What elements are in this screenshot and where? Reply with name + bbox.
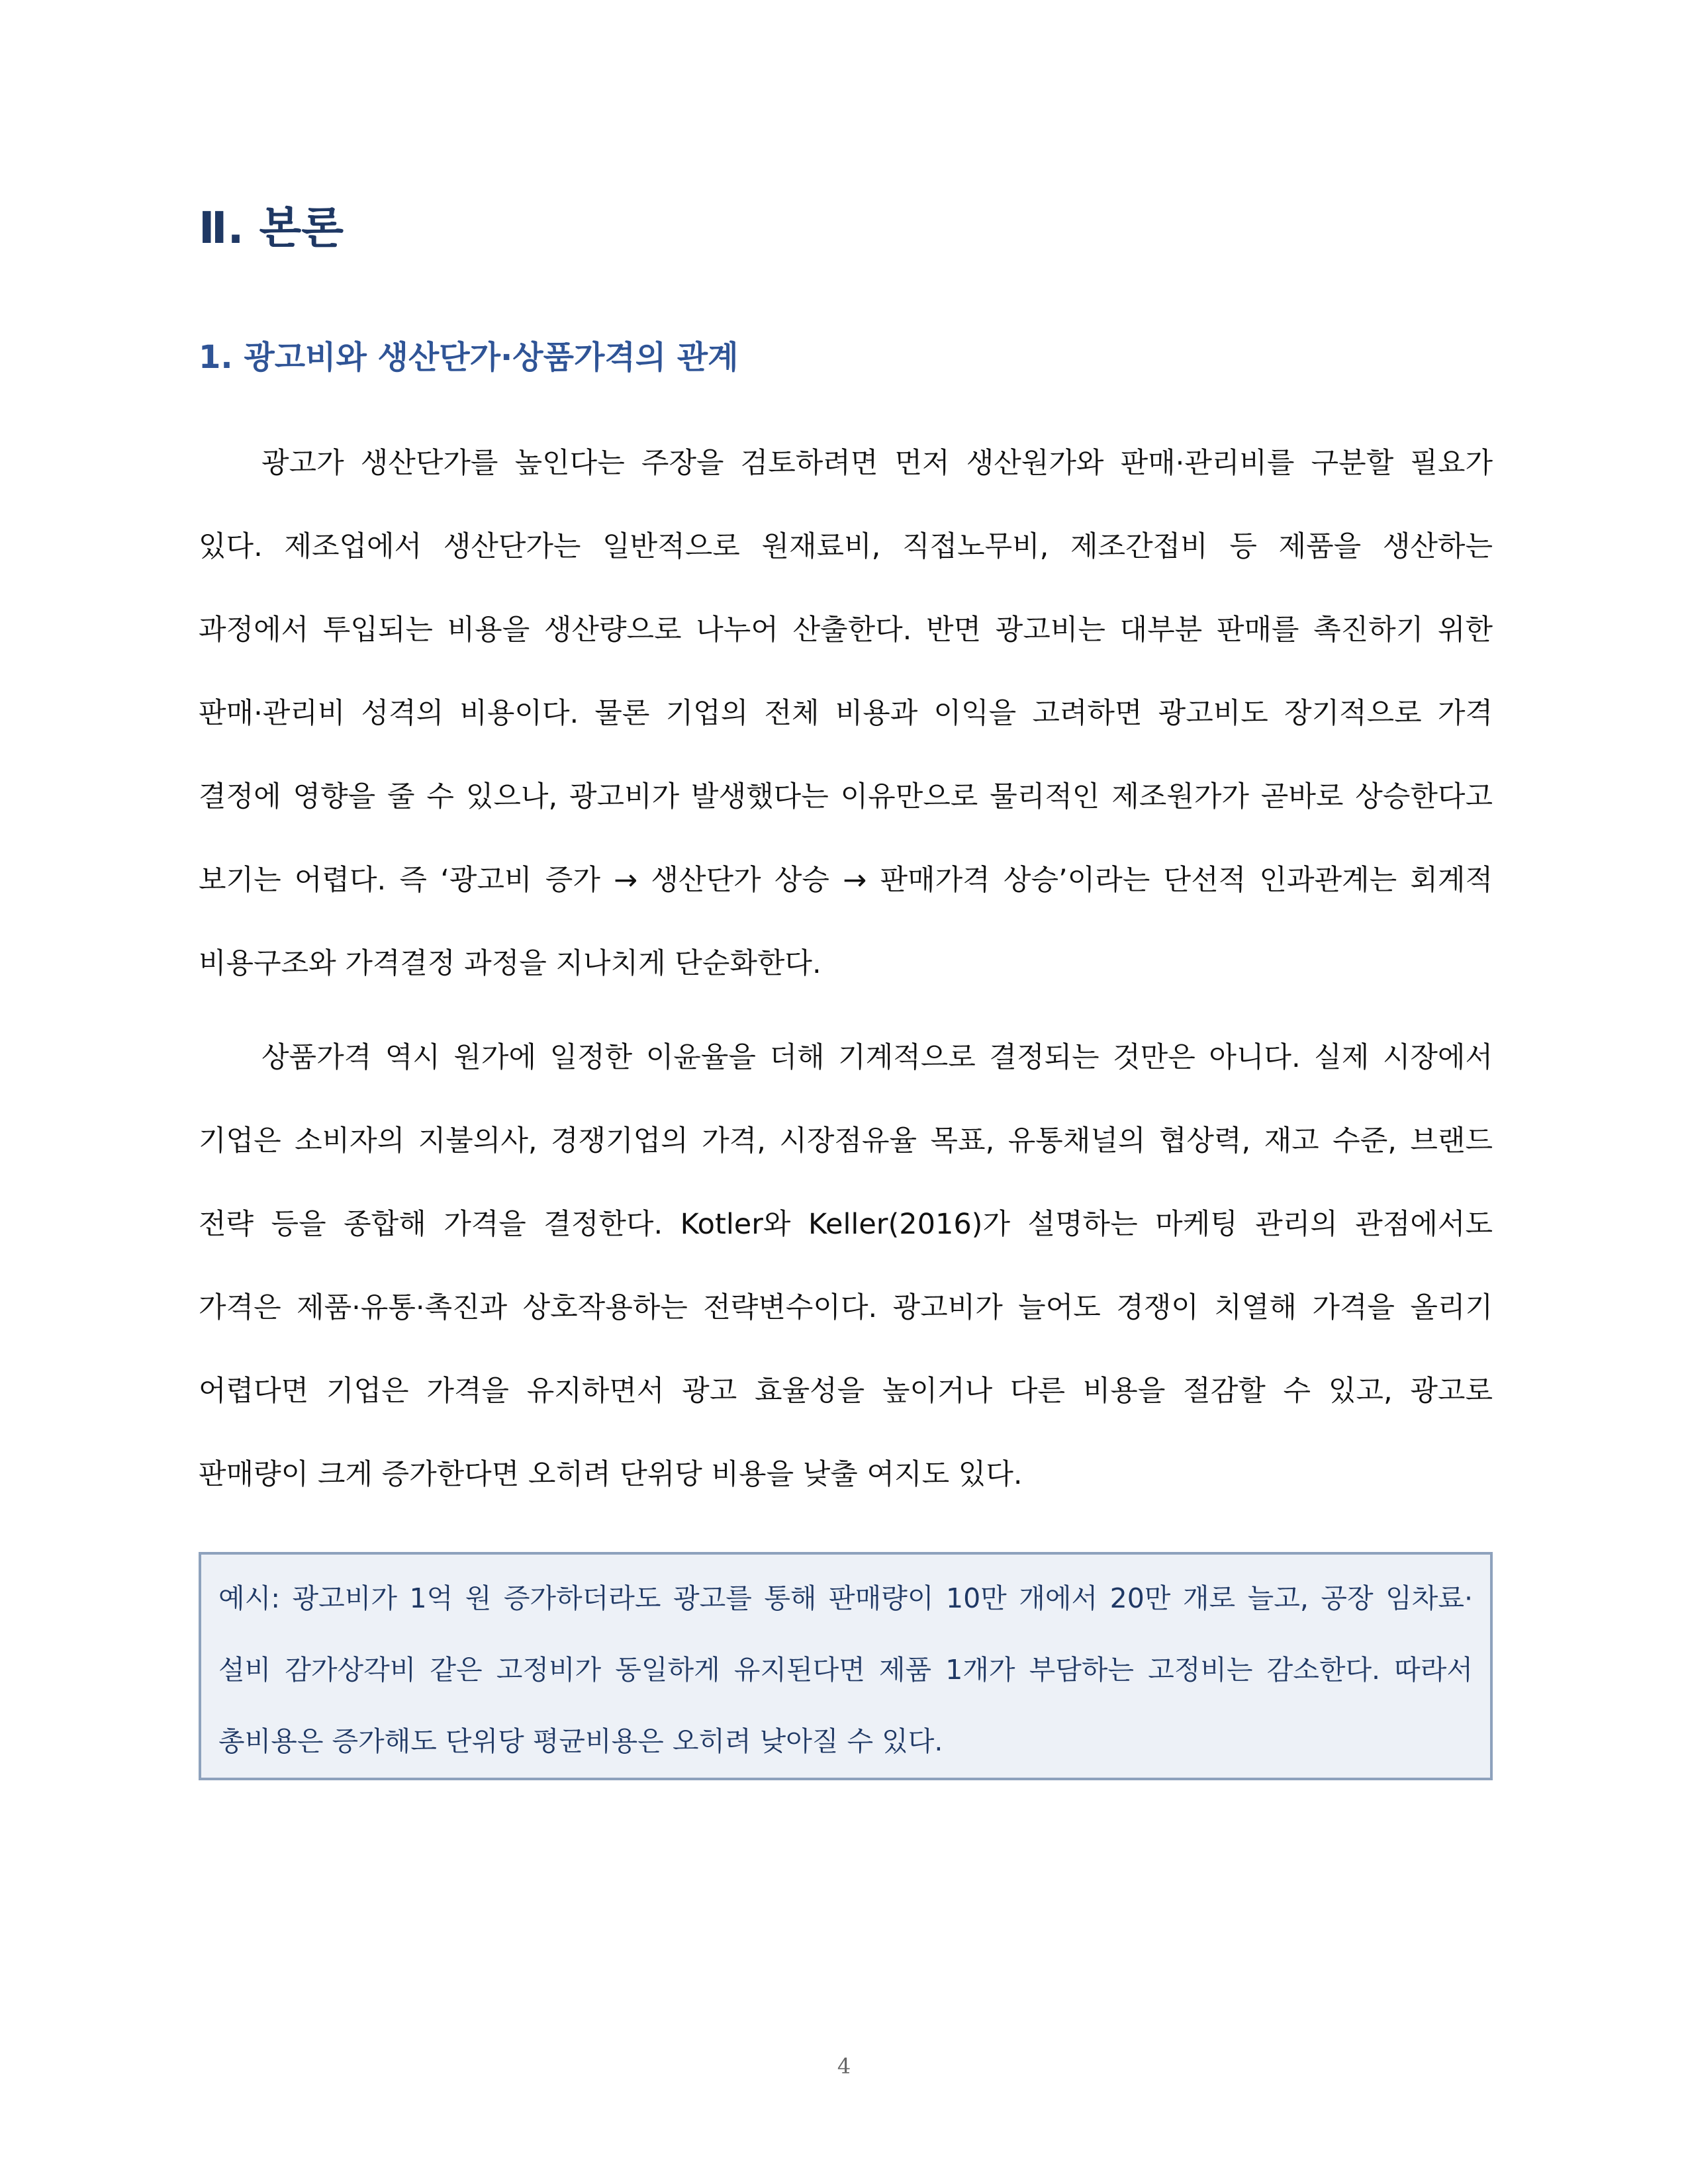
page-number: 4 xyxy=(837,2054,851,2079)
chapter-title: Ⅱ. 본론 xyxy=(199,203,344,253)
body-paragraph-1: 광고가 생산단가를 높인다는 주장을 검토하려면 먼저 생산원가와 판매·관리비를 구분할 필요가 있다. 제조업에서 생산단가는 일반적으로 원재료비, 직접노무비, 제조간접비 등 제품을 생산하는 과정에서 투입되는 비용을 생산량으로 나누어 산출한다. 반면 광고비는 대부분 판매를 촉진하기 위한 판매·관리비 성격의 비용이다. 물론 기업의 전체 비용과 이익을 고려하면 광고비도 장기적으로 가격 결정에 영향을 줄 수 있으나, 광고비가 발생했다는 이유만으로 물리적인 제조원가가 곧바로 상승한다고 보기는 어렵다. 즉 ‘광고비 증가 → 생산단가 상승 → 판매가격 상승’이라는 단선적 인과관계는 회계적 비용구조와 가격결정 과정을 지나치게 단순화한다. xyxy=(199,447,1493,980)
example-callout-text: 예시: 광고비가 1억 원 증가하더라도 광고를 통해 판매량이 10만 개에서 20만 개로 늘고, 공장 임차료·설비 감가상각비 같은 고정비가 동일하게 유지된다면 제품 1개가 부담하는 고정비는 감소한다. 따라서 총비용은 증가해도 단위당 평균비용은 오히려 낮아질 수 있다. xyxy=(218,1582,1473,1757)
section-title: 1. 광고비와 생산단가·상품가격의 관계 xyxy=(199,339,739,376)
body-paragraph-2: 상품가격 역시 원가에 일정한 이윤율을 더해 기계적으로 결정되는 것만은 아니다. 실제 시장에서 기업은 소비자의 지불의사, 경쟁기업의 가격, 시장점유율 목표, 유통채널의 협상력, 재고 수준, 브랜드 전략 등을 종합해 가격을 결정한다. Kotler와 Keller(2016)가 설명하는 마케팅 관리의 관점에서도 가격은 제품·유통·촉진과 상호작용하는 전략변수이다. 광고비가 늘어도 경쟁이 치열해 가격을 올리기 어렵다면 기업은 가격을 유지하면서 광고 효율성을 높이거나 다른 비용을 절감할 수 있고, 광고로 판매량이 크게 증가한다면 오히려 단위당 비용을 낮출 여지도 있다. xyxy=(199,1041,1493,1491)
example-callout-box xyxy=(199,1552,1493,1780)
